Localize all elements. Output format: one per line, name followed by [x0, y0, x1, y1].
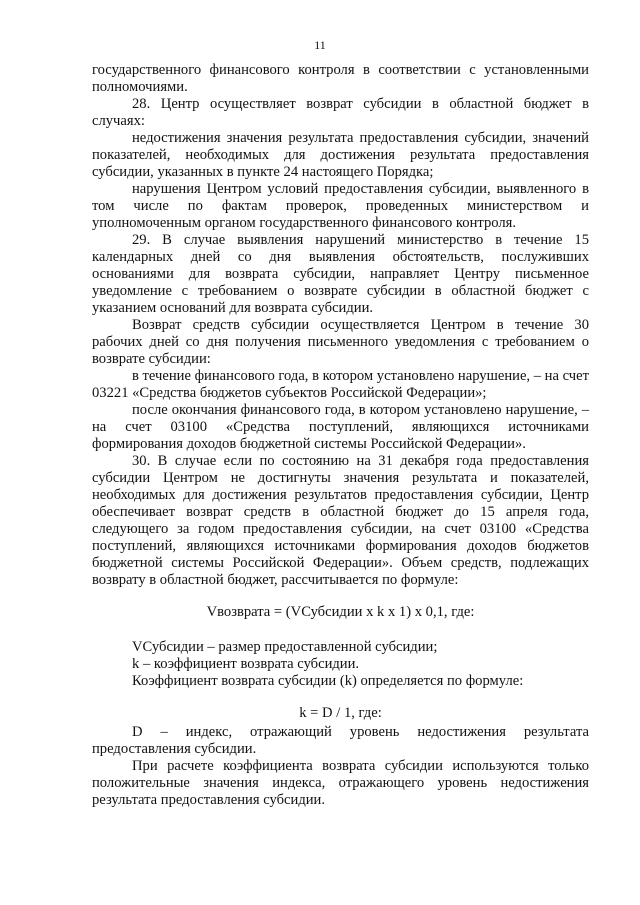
- definition-d: D – индекс, отражающий уровень недостижения результата предоставления субсидии.: [92, 724, 589, 757]
- formula-coefficient: k = D / 1, где:: [299, 705, 382, 721]
- definition-k: k – коэффициент возврата субсидии.: [132, 656, 360, 672]
- definition-v-subsidy: VСубсидии – размер предоставленной субсидии;: [132, 639, 438, 655]
- paragraph-30-final: При расчете коэффициента возврата субсидии используются только положительные значения индекса, отражающего уровень недостижения результата предоставления субсидии.: [92, 758, 589, 808]
- document-body: [92, 62, 589, 809]
- paragraph-28: 28. Центр осуществляет возврат субсидии в областной бюджет в случаях:: [92, 96, 589, 129]
- paragraph-28-case-2: нарушения Центром условий предоставления субсидии, выявленного в том числе по фактам проверок, проведенных министерством и уполномоченным органом государственного финансового контроля.: [92, 181, 589, 231]
- paragraph-29: 29. В случае выявления нарушений министерство в течение 15 календарных дней со дня выявления обстоятельств, послуживших основаниями для возврата субсидии, направляет Центру письменное уведомление с требованием о возврате субсидии в областной бюджет с указанием оснований для возврата субсидии.: [92, 232, 589, 316]
- paragraph-29-account-current-year: в течение финансового года, в котором установлено нарушение, – на счет 03221 «Средства бюджетов субъектов Российской Федерации»;: [92, 368, 589, 401]
- paragraph-29-account-after-year: после окончания финансового года, в котором установлено нарушение, – на счет 03100 «Средства поступлений, являющихся источниками формирования доходов бюджетной системы Российской Федерации».: [92, 402, 589, 452]
- paragraph-continuation: государственного финансового контроля в соответствии с установленными полномочиями.: [92, 62, 589, 95]
- paragraph-28-case-1: недостижения значения результата предоставления субсидии, значений показателей, необходимых для достижения результата предоставления субсидии, указанных в пункте 24 настоящего Порядка;: [92, 130, 589, 180]
- paragraph-29-return-terms: Возврат средств субсидии осуществляется Центром в течение 30 рабочих дней со дня получения письменного уведомления с требованием о возврате субсидии:: [92, 317, 589, 367]
- page-number: 11: [314, 38, 326, 52]
- formula-return-volume: Vвозврата = (VСубсидии x k x 1) x 0,1, где:: [206, 604, 475, 620]
- paragraph-30-coefficient: Коэффициент возврата субсидии (k) определяется по формуле:: [132, 673, 524, 689]
- paragraph-30: 30. В случае если по состоянию на 31 декабря года предоставления субсидии Центром не достигнуты значения результата и показателей, необходимых для достижения результатов предоставления субсидии, Центр обеспечивает возврат средств в областной бюджет до 15 апреля года, следующего за годом предоставления субсидии, на счет 03100 «Средства поступлений, являющихся источниками формирования доходов бюджетов бюджетной системы Российской Федерации». Объем средств, подлежащих возврату в областной бюджет, рассчитывается по формуле:: [92, 453, 589, 588]
